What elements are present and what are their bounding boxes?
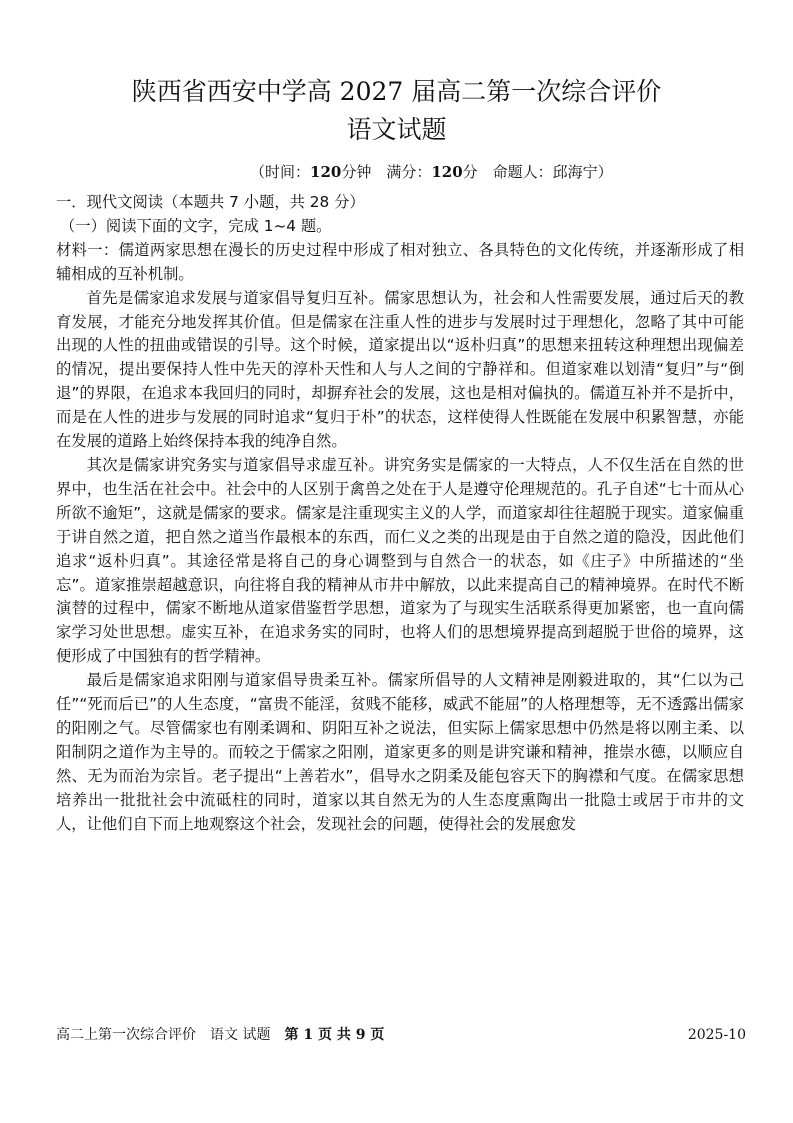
footer-page-suffix: 页 (365, 1027, 385, 1043)
footer-page-mid: 页 共 (313, 1027, 356, 1043)
paragraph-first-point: 首先是儒家追求发展与道家倡导复归互补。儒家思想认为，社会和人性需要发展，通过后天的教育发展，才能充分地发挥其价值。但是儒家在注重人性的进步与发展时过于理想化，忽略了其中可能出现的人性的扭曲或错误的引导。这个时候，道家提出以“返朴归真”的思想来扭转这种理想出现偏差的情况，提出要保持人性中先天的淳朴天性和人与人之间的宁静祥和。但道家难以划清“复归”与“倒退”的界限，在追求本我回归的同时，却摒弃社会的发展，这也是相对偏执的。儒道互补并不是折中，而是在人性的进步与发展的同时追求“复归于朴”的状态，这样使得人性既能在发展中积累智慧，亦能在发展的道路上始终保持本我的纯净自然。 (56, 288, 744, 451)
exam-meta (250, 160, 770, 184)
meta-time-unit: 分钟 满分： (341, 163, 432, 181)
meta-time-label: （时间： (250, 163, 311, 181)
footer-page-current: 1 (303, 1027, 314, 1043)
footer-date: 2025-10 (687, 1027, 746, 1043)
part-heading: （一）阅读下面的文字，完成 1~4 题。 (60, 216, 332, 235)
footer-info (56, 1023, 384, 1047)
paragraph-material-intro: 材料一：儒道两家思想在漫长的历史过程中形成了相对独立、各具特色的文化传统，并逐渐形成了相辅相成的互补机制。 (56, 240, 744, 283)
footer-page-prefix: 第 (284, 1027, 304, 1043)
paragraph-third-point: 最后是儒家追求阳刚与道家倡导贵柔互补。儒家所倡导的人文精神是刚毅进取的，其“仁以为己任”“死而后已”的人生态度，“富贵不能淫，贫贱不能移，威武不能屈”的人格理想等，无不透露出儒家的阳刚之气。尽管儒家也有刚柔调和、阴阳互补之说法，但实际上儒家思想中仍然是将以刚主柔、以阳制阴之道作为主导的。而较之于儒家之阳刚，道家更多的则是讲究谦和精神，推崇水德，以顺应自然、无为而治为宗旨。老子提出“上善若水”，倡导水之阴柔及能包容天下的胸襟和气度。在儒家思想培养出一批批社会中流砥柱的同时，道家以其自然无为的人生态度熏陶出一批隐士或居于市井的文人，让他们自下而上地观察这个社会，发现社会的问题，使得社会的发展愈发 (56, 671, 744, 833)
exam-title: 陕西省西安中学高 2027 届高二第一次综合评价 (131, 77, 662, 106)
section-heading: 一．现代文阅读（本题共 7 小题，共 28 分） (56, 193, 365, 211)
meta-time-value: 120 (310, 163, 342, 181)
footer-exam-name: 高二上第一次综合评价 语文 试题 (56, 1027, 285, 1043)
exam-subtitle: 语文试题 (346, 115, 447, 144)
meta-score-value: 120 (431, 163, 463, 181)
meta-score-unit: 分 命题人：邱海宁） (462, 163, 613, 181)
page-footer (56, 1023, 746, 1047)
exam-body (56, 191, 744, 836)
footer-page-total: 9 (355, 1027, 366, 1043)
paragraph-second-point: 其次是儒家讲究务实与道家倡导求虚互补。讲究务实是儒家的一大特点，人不仅生活在自然的世界中，也生活在社会中。社会中的人区别于禽兽之处在于人是遵守伦理规范的。孔子自述“七十而从心所欲不逾矩”，这就是儒家的要求。儒家是注重现实主义的人学，而道家却往往超脱于现实。道家偏重于讲自然之道，把自然之道当作最根本的东西，而仁义之类的出现是由于自然之道的隐没，因此他们追求“返朴归真”。其途径常是将自己的身心调整到与自然合一的状态，如《庄子》中所描述的“坐忘”。道家推崇超越意识，向往将自我的精神从市井中解放，以此来提高自己的精神境界。在时代不断演替的过程中，儒家不断地从道家借鉴哲学思想，道家为了与现实生活联系得更加紧密，也一直向儒家学习处世思想。虚实互补，在追求务实的同时，也将人们的思想境界提高到超脱于世俗的境界，这便形成了中国独有的哲学精神。 (56, 455, 744, 666)
